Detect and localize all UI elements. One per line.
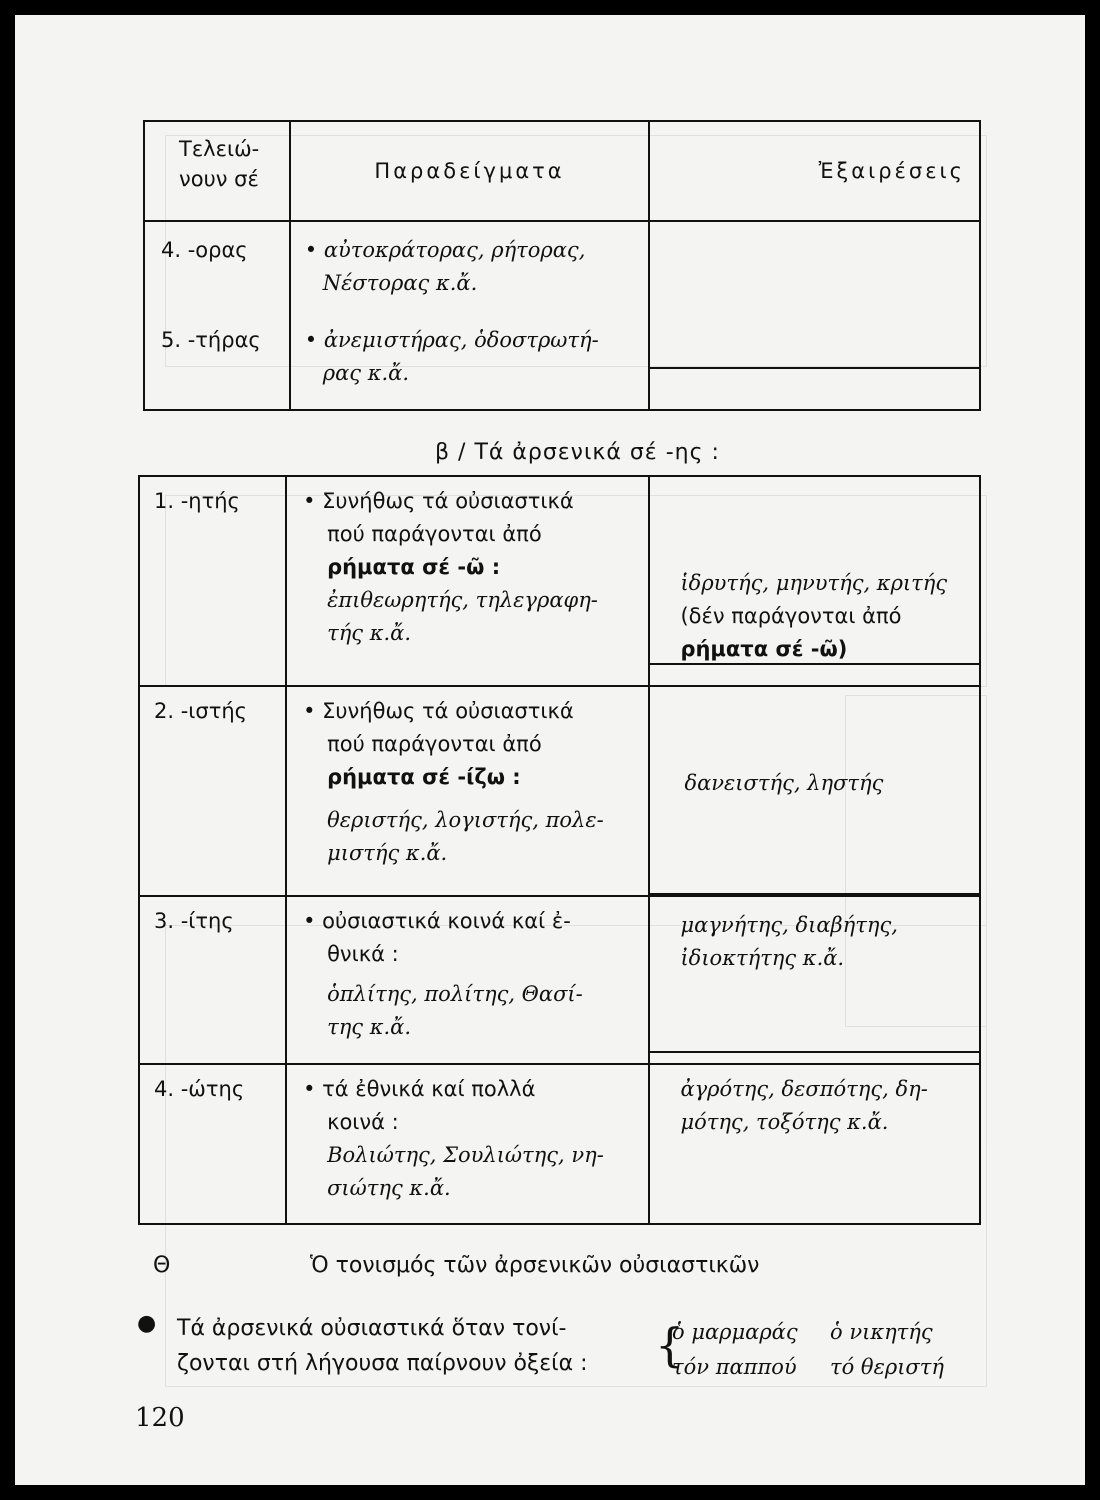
header-exceptions-label: Ἐξαιρέσεις — [818, 158, 965, 183]
bullet-icon: ● — [137, 1311, 157, 1336]
exceptions-cell — [649, 221, 980, 410]
exception-text: ρήματα σέ -ῶ) — [680, 637, 848, 661]
header-ending — [144, 121, 290, 221]
section-title: Ὁ τονισμός τῶν ἀρσενικῶν οὐσιαστικῶν — [310, 1253, 760, 1278]
rule-line1: Τά ἀρσενικά οὐσιαστικά ὅταν τονί- — [177, 1316, 567, 1341]
exception-text: ἱδρυτής, μηνυτής, κριτής — [680, 571, 948, 595]
bullet-dot: • — [303, 909, 323, 933]
ending-cell — [139, 686, 286, 896]
examples-cell — [290, 221, 650, 410]
table-row — [139, 1064, 980, 1224]
exception-text: ἀγρότης, δεσπότης, δη- — [680, 1077, 928, 1101]
bullet-dot: • — [303, 699, 323, 723]
example-text: ρήματα σέ -ῶ : — [327, 555, 501, 579]
rule-note — [177, 1311, 588, 1381]
ending-cell — [139, 1064, 286, 1224]
example-text: Συνήθως τά οὐσιαστικά — [322, 489, 574, 513]
exceptions-cell — [649, 1064, 980, 1224]
header-exceptions — [649, 121, 980, 221]
example-text: ρας κ.ἄ. — [322, 361, 410, 385]
header-ending-line1: Τελειώ- — [179, 137, 260, 161]
ending-cell — [139, 476, 286, 686]
endings-table-b — [138, 475, 981, 1225]
example-word: ὁ νικητής — [830, 1320, 933, 1344]
example-text: πού παράγονται ἀπό — [327, 522, 542, 546]
example-text: ἀνεμιστήρας, ὁδοστρωτή- — [323, 328, 599, 352]
example-text: Συνήθως τά οὐσιαστικά — [322, 699, 574, 723]
page-number: 120 — [135, 1403, 185, 1433]
table-row — [139, 476, 980, 686]
ending-text: 1. -ητής — [154, 489, 240, 513]
header-examples-label: Παραδείγματα — [374, 158, 565, 183]
endings-table-a — [143, 120, 981, 411]
exceptions-cell — [649, 476, 980, 686]
exception-text: μότης, τοξότης κ.ἄ. — [680, 1110, 889, 1134]
brace-icon: { — [655, 1318, 685, 1372]
example-text: Βολιώτης, Σουλιώτης, νη- — [327, 1143, 604, 1167]
ending-text: 3. -ίτης — [154, 909, 234, 933]
example-text: κοινά : — [327, 1110, 399, 1134]
header-examples — [290, 121, 650, 221]
rule-line2: ζονται στή λήγουσα παίρνουν ὀξεία : — [177, 1351, 588, 1376]
example-word: τόν παππού — [672, 1355, 797, 1379]
exception-text: μαγνήτης, διαβήτης, — [680, 913, 898, 937]
bullet-dot: • — [303, 489, 323, 513]
ending-text: 4. -ώτης — [154, 1077, 245, 1101]
exceptions-cell — [649, 686, 980, 896]
ending-cell — [139, 896, 286, 1064]
example-text: μιστής κ.ἄ. — [327, 841, 448, 865]
bullet-dot: • — [303, 1077, 323, 1101]
exception-text: (δέν παράγονται ἀπό — [680, 604, 902, 628]
example-text: τής κ.ἄ. — [327, 621, 412, 645]
example-text: ρήματα σέ -ίζω : — [327, 765, 521, 789]
example-text: ὁπλίτης, πολίτης, Θασί- — [327, 982, 583, 1006]
document-page — [15, 15, 1085, 1485]
example-text: θεριστής, λογιστής, πολε- — [327, 808, 604, 832]
bullet-dot: • — [304, 238, 324, 262]
ending-text: 5. -τήρας — [161, 328, 261, 352]
exception-text: ἰδιοκτήτης κ.ἄ. — [680, 946, 845, 970]
exceptions-cell — [649, 896, 980, 1064]
table-row — [144, 221, 980, 410]
example-word: τό θεριστή — [830, 1355, 944, 1379]
section-subtitle: β / Τά ἀρσενικά σέ -ης : — [435, 440, 720, 465]
example-text: οὐσιαστικά κοινά καί ἐ- — [322, 909, 571, 933]
example-text: ἐπιθεωρητής, τηλεγραφη- — [327, 588, 598, 612]
example-text: τά ἐθνικά καί πολλά — [322, 1077, 536, 1101]
header-ending-line2: νουν σέ — [179, 167, 259, 191]
example-text: πού παράγονται ἀπό — [327, 732, 542, 756]
examples-cell — [286, 1064, 649, 1224]
example-text: της κ.ἄ. — [327, 1015, 412, 1039]
bullet-dot: • — [304, 328, 324, 352]
ending-text: 4. -ορας — [161, 238, 248, 262]
table-row — [139, 896, 980, 1064]
table-header-row — [144, 121, 980, 221]
examples-cell — [286, 896, 649, 1064]
ending-cell — [144, 221, 290, 410]
example-text: Νέστορας κ.ἄ. — [322, 271, 478, 295]
example-text: αὐτοκράτορας, ρήτορας, — [323, 238, 586, 262]
example-word: ὁ μαρμαράς — [672, 1320, 798, 1344]
example-text: θνικά : — [327, 942, 399, 966]
examples-cell — [286, 476, 649, 686]
ending-text: 2. -ιστής — [154, 699, 247, 723]
exception-text: δανειστής, ληστής — [684, 771, 884, 795]
section-symbol: Θ — [153, 1253, 171, 1278]
example-text: σιώτης κ.ἄ. — [327, 1176, 451, 1200]
table-row — [139, 686, 980, 896]
examples-cell — [286, 686, 649, 896]
